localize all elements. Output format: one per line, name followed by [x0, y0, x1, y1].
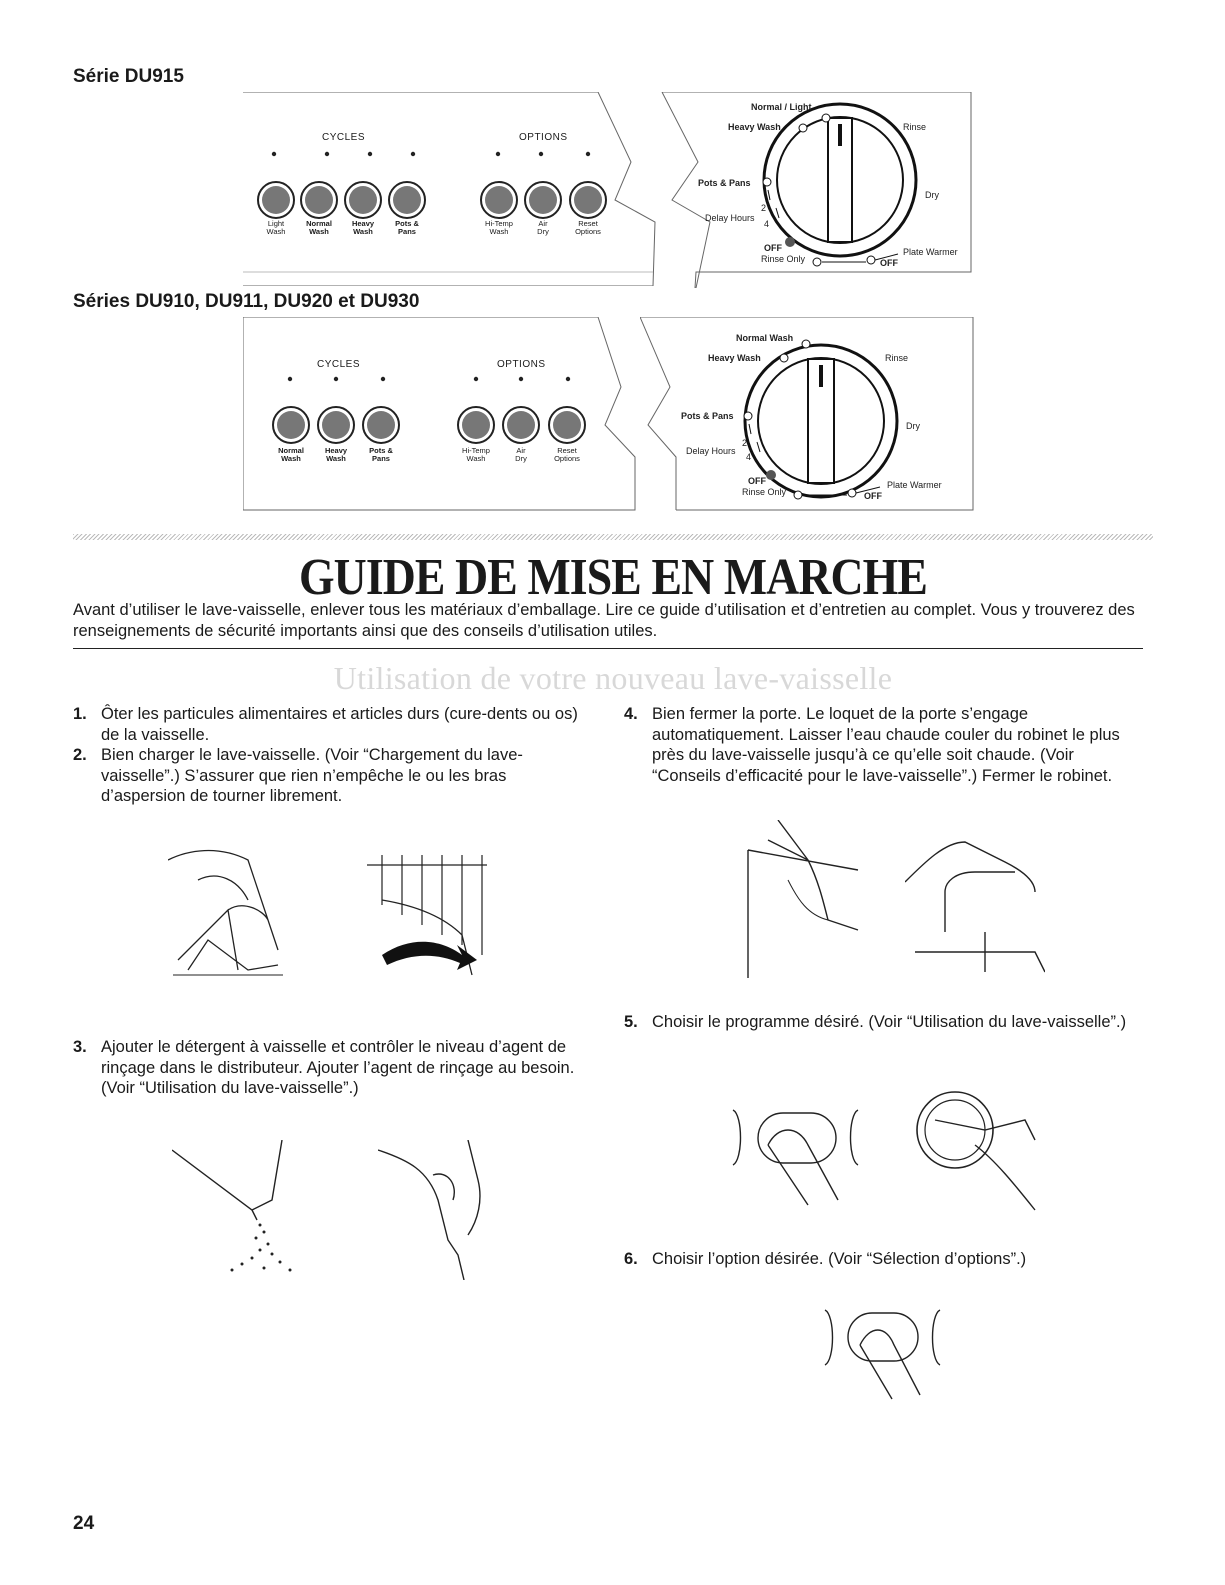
dial-dry-2: Dry — [906, 421, 920, 431]
normal-wash-label-2: Normal Wash — [278, 446, 304, 463]
dial-2: 2 — [761, 203, 767, 213]
step-6-number: 6. — [624, 1250, 638, 1268]
dial-rinse-2: Rinse — [885, 353, 909, 363]
dial-2-b: 2 — [742, 438, 748, 448]
step-4 — [624, 704, 1144, 786]
hi-temp-wash-button-2 — [458, 407, 494, 443]
step-4-number: 4. — [624, 705, 638, 723]
step-3-text: Ajouter le détergent à vaisselle et contrôler le niveau d’agent de rinçage dans le distributeur. Ajouter l’agent de rinçage au besoin. (Voir “Utilisation du lave-vaisselle”.) — [101, 1038, 575, 1097]
air-dry-label-2: Air Dry — [515, 446, 527, 463]
dial-plate-warmer-2: Plate Warmer — [887, 480, 942, 490]
step-1 — [73, 704, 593, 745]
step-3-number: 3. — [73, 1038, 87, 1056]
close-door-illustration — [728, 820, 868, 980]
series-2-title: Séries DU910, DU911, DU920 et DU930 — [73, 291, 420, 312]
step-4-text: Bien fermer la porte. Le loquet de la porte s’engage automatiquement. Laisser l’eau chaude couler du robinet le plus près du lave-vaisselle jusqu’à ce qu’elle soit chaude. (Voir “Conseils d’efficacité pour le lave-vaisselle”.) Fermer le robinet. — [652, 705, 1120, 785]
faucet-illustration — [905, 832, 1045, 982]
normal-wash-button-2 — [273, 407, 309, 443]
dial-4: 4 — [764, 219, 770, 229]
reset-options-label: Reset Options — [575, 219, 601, 236]
series-1-dial-panel — [660, 92, 972, 288]
dial-normal-wash: Normal Wash — [736, 333, 794, 343]
step-2-number: 2. — [73, 746, 87, 764]
series-2-panel-outline — [243, 317, 643, 511]
options-label-2: OPTIONS — [497, 359, 546, 370]
normal-wash-button — [301, 182, 337, 218]
hi-temp-label-2: Hi-Temp Wash — [462, 446, 490, 463]
detergent-pour-illustration — [172, 1140, 312, 1280]
dial-off-2: OFF — [880, 258, 898, 268]
series-1-title: Série DU915 — [73, 66, 184, 87]
step-5 — [624, 1012, 1144, 1033]
reset-options-label-2: Reset Options — [554, 446, 580, 463]
pots-pans-label: Pots & Pans — [395, 219, 419, 236]
normal-wash-label: Normal Wash — [306, 219, 332, 236]
step-6-text: Choisir l’option désirée. (Voir “Sélection d’options”.) — [652, 1250, 1027, 1268]
press-option-illustration — [820, 1305, 950, 1405]
dial-rinse-only-2: Rinse Only — [742, 487, 787, 497]
air-dry-label: Air Dry — [537, 219, 549, 236]
dial-4-b: 4 — [746, 452, 752, 462]
pots-pans-button-2 — [363, 407, 399, 443]
intro-text: Avant d’utiliser le lave-vaisselle, enlever tous les matériaux d’emballage. Lire ce guide d’utilisation et d’entretien au complet. Vous y trouverez des renseignements de sécurité importants ainsi que des conseils d’utilisation utiles. — [73, 601, 1135, 640]
rinse-aid-illustration — [378, 1140, 488, 1280]
cycles-label: CYCLES — [322, 132, 366, 143]
hatched-divider — [73, 534, 1153, 540]
pots-pans-button — [389, 182, 425, 218]
step-5-number: 5. — [624, 1013, 638, 1031]
dial-heavy-wash-2: Heavy Wash — [708, 353, 761, 363]
options-label: OPTIONS — [519, 132, 568, 143]
light-wash-button — [258, 182, 294, 218]
heavy-wash-label: Heavy Wash — [351, 219, 375, 236]
dial-rinse-only: Rinse Only — [761, 254, 806, 264]
dial-off: OFF — [764, 243, 782, 253]
dial-off-b: OFF — [748, 476, 766, 486]
light-wash-label: Light Wash — [266, 219, 286, 236]
step-3 — [73, 1037, 593, 1099]
air-dry-button-2 — [503, 407, 539, 443]
dial-plate-warmer: Plate Warmer — [903, 247, 958, 257]
series-2-dial-panel — [640, 317, 974, 513]
dial-rinse: Rinse — [903, 122, 927, 132]
step-2 — [73, 745, 593, 807]
reset-options-button — [570, 182, 606, 218]
dial-heavy-wash: Heavy Wash — [728, 122, 781, 132]
dial-off-b2: OFF — [864, 491, 882, 501]
heavy-wash-label-2: Heavy Wash — [324, 446, 348, 463]
series-2-button-panel — [243, 317, 643, 511]
turn-dial-illustration — [915, 1090, 1045, 1220]
series-1-button-panel — [243, 92, 663, 286]
section-title: Utilisation de votre nouveau lave-vaisselle — [333, 660, 893, 696]
dial-pots-pans: Pots & Pans — [698, 178, 751, 188]
heavy-wash-button-2 — [318, 407, 354, 443]
step-2-text: Bien charger le lave-vaisselle. (Voir “Chargement du lave-vaisselle”.) S’assurer que rien n’empêche le ou les bras d’aspersion de tourner librement. — [101, 746, 523, 805]
hi-temp-label: Hi-Temp Wash — [485, 219, 513, 236]
rule-divider — [73, 648, 1143, 649]
page-title: GUIDE DE MISE EN MARCHE — [298, 549, 928, 606]
step-1-text: Ôter les particules alimentaires et articles durs (cure-dents ou os) de la vaisselle. — [101, 705, 578, 744]
step-5-text: Choisir le programme désiré. (Voir “Utilisation du lave-vaisselle”.) — [652, 1013, 1127, 1031]
step-6 — [624, 1249, 1144, 1270]
series-1-panel-outline — [243, 92, 663, 286]
load-dishwasher-illustration — [362, 845, 492, 985]
dial-normal-light: Normal / Light — [751, 102, 812, 112]
step-1-number: 1. — [73, 705, 87, 723]
dial-dry: Dry — [925, 190, 939, 200]
scrape-dishes-illustration — [168, 840, 298, 980]
dial-delay-hours: Delay Hours — [705, 213, 755, 223]
pots-pans-label-2: Pots & Pans — [369, 446, 393, 463]
hi-temp-wash-button — [481, 182, 517, 218]
dial-delay-hours-2: Delay Hours — [686, 446, 736, 456]
press-button-illustration — [728, 1105, 868, 1215]
cycles-label-2: CYCLES — [317, 359, 361, 370]
page-number: 24 — [73, 1513, 95, 1534]
reset-options-button-2 — [549, 407, 585, 443]
dial-pots-pans-2: Pots & Pans — [681, 411, 734, 421]
heavy-wash-button — [345, 182, 381, 218]
air-dry-button — [525, 182, 561, 218]
